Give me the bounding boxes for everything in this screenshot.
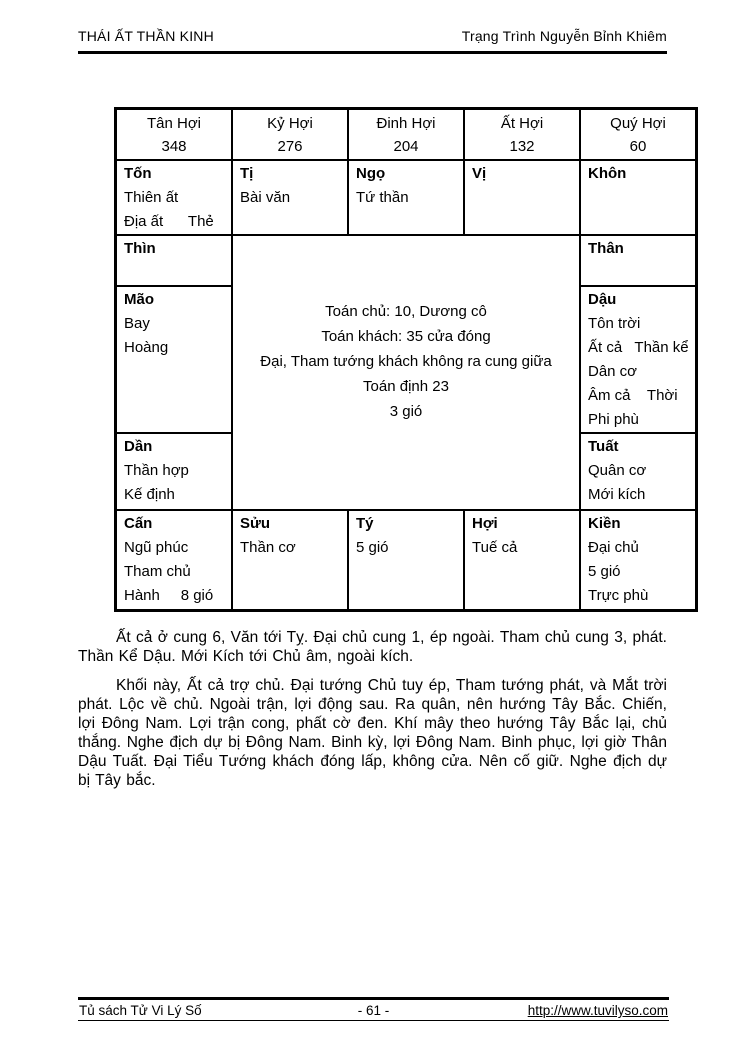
palace-line: Địa ất Thẻ: [124, 213, 214, 230]
palace-cell-thin: [116, 235, 232, 286]
year-value: 132: [509, 138, 535, 155]
palace-cell-ngo: [348, 160, 464, 235]
center-notes: [232, 235, 580, 510]
year-cell-tan-hoi: [116, 109, 232, 160]
palace-line: Bay: [124, 315, 150, 332]
palace-cell-than: [580, 235, 696, 286]
palace-line: Tham chủ: [124, 563, 191, 580]
palace-line: Đại chủ: [588, 539, 639, 556]
palace-cell-dau: [580, 286, 696, 433]
palace-line: Ất cả Thần kể: [588, 339, 689, 356]
palace-line: 5 gió: [356, 539, 389, 556]
note-line: Toán định 23: [363, 378, 449, 395]
palace-cell-suu: [232, 510, 348, 610]
palace-cell-vi: [464, 160, 580, 235]
palace-cell-ton: [116, 160, 232, 235]
palace-line: Quân cơ: [588, 462, 647, 479]
footer-series-title: Tủ sách Tử Vi Lý Số: [79, 1003, 202, 1018]
palace-title: Tý: [356, 515, 374, 532]
palace-line: Hoàng: [124, 339, 169, 356]
palace-title: Khôn: [588, 165, 627, 182]
palace-title: Cấn: [124, 515, 153, 532]
palace-line: Bài văn: [240, 189, 291, 206]
page-footer: [78, 997, 669, 1021]
taiat-chart: [114, 107, 698, 612]
palace-title: Dậu: [588, 291, 617, 308]
palace-line: Ngũ phúc: [124, 539, 189, 556]
year-value: 204: [393, 138, 419, 155]
palace-cell-can: [116, 510, 232, 610]
palace-line: Tôn trời: [588, 315, 641, 332]
palace-line: Trực phù: [588, 587, 649, 604]
footer-link[interactable]: http://www.tuvilyso.com: [527, 1003, 668, 1018]
note-line: Đại, Tham tướng khách không ra cung giữa: [260, 353, 552, 370]
year-label: Tân Hợi: [146, 115, 202, 132]
year-cell-ky-hoi: [232, 109, 348, 160]
palace-line: Thiên ất: [124, 189, 179, 206]
palace-title: Mão: [124, 291, 154, 308]
note-line: Toán chủ: 10, Dương cô: [325, 303, 487, 320]
palace-cell-ty: [348, 510, 464, 610]
palace-line: Thần hợp: [124, 462, 189, 479]
palace-cell-mao: [116, 286, 232, 433]
palace-title: Thân: [588, 240, 624, 257]
year-value: 60: [629, 138, 647, 155]
year-cell-quy-hoi: [580, 109, 696, 160]
palace-line: Kế định: [124, 486, 175, 503]
palace-line: Mới kích: [588, 486, 646, 503]
footer-page-number: - 61 -: [357, 1003, 390, 1018]
palace-title: Thìn: [124, 240, 156, 257]
palace-line: Tuế cả: [472, 539, 518, 556]
palace-title: Tuất: [588, 438, 619, 455]
palace-cell-dan: [116, 433, 232, 510]
palace-line: Âm cả Thời: [588, 387, 678, 404]
year-value: 348: [161, 138, 187, 155]
note-line: Toán khách: 35 cửa đóng: [321, 328, 491, 345]
palace-line: Hành 8 gió: [124, 587, 214, 604]
year-cell-at-hoi: [464, 109, 580, 160]
palace-cell-ti: [232, 160, 348, 235]
palace-line: Phi phù: [588, 411, 639, 428]
palace-title: Tốn: [124, 165, 152, 182]
year-label: Đinh Hợi: [376, 115, 436, 132]
palace-line: Dân cơ: [588, 363, 638, 380]
paragraph-1: Ất cả ở cung 6, Văn tới Tỵ. Đại chủ cung 1, ép ngoài. Tham chủ cung 3, phát. Thần Kể Dậu. Mới Kích tới Chủ âm, ngoài kích.: [78, 629, 667, 665]
year-label: Ất Hợi: [500, 115, 544, 132]
palace-title: Sửu: [240, 515, 271, 532]
paragraph-2: Khối này, Ất cả trợ chủ. Đại tướng Chủ tuy ép, Tham tướng phát, và Mắt trời phát. Lộc về chủ. Ngoài trận, lợi động sau. Ra quân, nên hướng Tây Bắc. Chiến, lợi Đông Nam. Lợi trận cong, phất cờ đen. Khí mây theo hướng Tây Bắc lại, chủ thắng. Nghe địch dự bị Đông Nam. Binh kỳ, lợi Đông Nam. Binh phục, lợi giờ Thân Dậu Tuất. Đại Tiểu Tướng khách đóng lấp, không cửa. Nên cố giữ. Nghe địch dự bị Tây bắc.: [78, 677, 667, 789]
author-name: Trạng Trình Nguyễn Bỉnh Khiêm: [461, 28, 667, 44]
palace-line: 5 gió: [588, 563, 621, 580]
year-label: Quý Hợi: [610, 115, 666, 132]
palace-cell-tuat: [580, 433, 696, 510]
palace-title: Kiền: [588, 515, 621, 532]
palace-title: Vị: [472, 165, 487, 182]
palace-title: Tị: [240, 165, 254, 182]
palace-title: Hợi: [472, 515, 498, 532]
book-title: THÁI ẤT THẦN KINH: [78, 28, 214, 44]
year-value: 276: [277, 138, 303, 155]
palace-line: Thần cơ: [240, 539, 296, 556]
palace-cell-hoi: [464, 510, 580, 610]
palace-line: Tứ thần: [356, 189, 409, 206]
year-cell-dinh-hoi: [348, 109, 464, 160]
page-header: [78, 28, 667, 54]
note-line: 3 gió: [389, 403, 423, 420]
palace-title: Ngọ: [356, 165, 386, 182]
year-label: Kỷ Hợi: [267, 115, 313, 132]
palace-cell-kien: [580, 510, 696, 610]
palace-title: Dần: [124, 438, 153, 455]
palace-cell-khon: [580, 160, 696, 235]
